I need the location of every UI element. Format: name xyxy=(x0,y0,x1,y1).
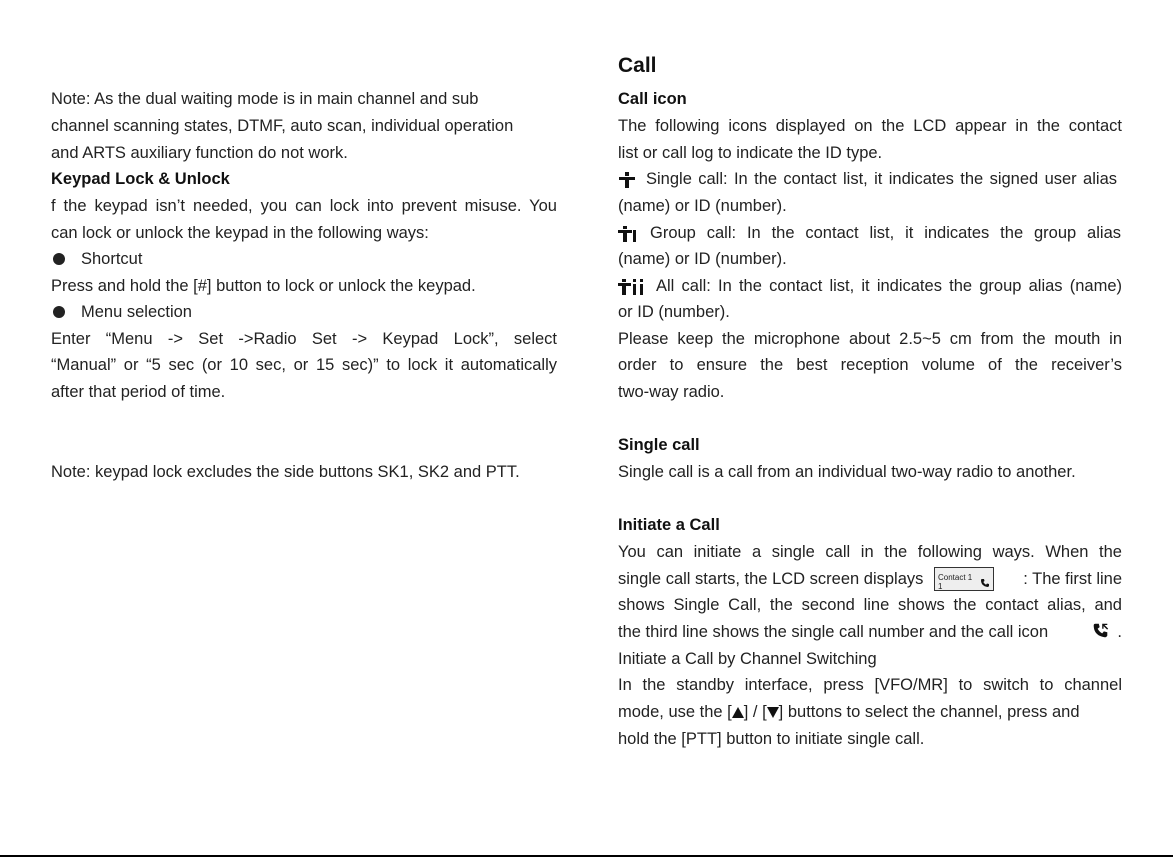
call-icon-intro-line: The following icons displayed on the LCD appear in the contact xyxy=(618,117,1122,135)
mic-text-line: Please keep the microphone about 2.5~5 cm from the mouth in xyxy=(618,330,1122,348)
keypad-note: Note: keypad lock excludes the side buttons SK1, SK2 and PTT. xyxy=(51,463,520,481)
menu-text-line: after that period of time. xyxy=(51,383,226,401)
down-arrow-icon xyxy=(767,707,779,718)
keypad-intro-line: can lock or unlock the keypad in the following ways: xyxy=(51,224,429,242)
keypad-lock-heading: Keypad Lock & Unlock xyxy=(51,170,230,188)
bullet-icon xyxy=(53,253,65,265)
single-call-heading: Single call xyxy=(618,436,700,454)
shortcut-text: Press and hold the [#] button to lock or unlock the keypad. xyxy=(51,277,476,295)
initiate-text-part: single call starts, the LCD screen displays Contact 1 1 xyxy=(618,566,998,593)
switch-text-line: hold the [PTT] button to initiate single call. xyxy=(618,730,925,748)
single-call-icon-row xyxy=(618,166,1122,193)
switch-text-line: In the standby interface, press [VFO/MR] to switch to channel xyxy=(618,676,1122,694)
call-icon-heading: Call icon xyxy=(618,90,687,108)
mic-text-line: order to ensure the best reception volume of the receiver’s xyxy=(618,356,1122,374)
menu-text-line: “Manual” or “5 sec (or 10 sec, or 15 sec)” to lock it automatically xyxy=(51,356,557,374)
single-user-icon xyxy=(618,172,636,188)
bullet-icon xyxy=(53,306,65,318)
initiate-text-line: the third line shows the single call number and the call icon . xyxy=(618,623,1122,641)
group-call-icon-row xyxy=(618,220,1122,247)
note-line: and ARTS auxiliary function do not work. xyxy=(51,144,348,162)
up-arrow-icon xyxy=(732,707,744,718)
single-icon-text: Single call: In the contact list, it indicates the signed user alias xyxy=(646,170,1117,188)
all-call-icon-row xyxy=(618,273,1122,300)
shortcut-item xyxy=(51,246,557,273)
all-call-icon xyxy=(618,279,646,295)
note-line: channel scanning states, DTMF, auto scan, individual operation xyxy=(51,117,514,135)
shortcut-label: Shortcut xyxy=(81,250,143,268)
call-icon-intro-line: list or call log to indicate the ID type. xyxy=(618,144,883,162)
initiate-text-line: single call starts, the LCD screen displays Contact 1 1 : The first line xyxy=(618,566,1122,593)
all-icon-text: All call: In the contact list, it indicates the group alias (name) xyxy=(656,277,1122,295)
mic-text-line: two-way radio. xyxy=(618,383,725,401)
single-icon-text-cont: (name) or ID (number). xyxy=(618,197,787,215)
single-call-text: Single call is a call from an individual two-way radio to another. xyxy=(618,463,1076,481)
page-bottom-rule xyxy=(0,855,1173,857)
page-title: Call xyxy=(618,54,657,77)
note-line: Note: As the dual waiting mode is in main channel and sub xyxy=(51,90,479,108)
phone-icon xyxy=(980,578,990,588)
group-icon-text-cont: (name) or ID (number). xyxy=(618,250,787,268)
lcd-display-image: Contact 1 1 xyxy=(934,567,994,591)
menu-selection-item xyxy=(51,299,557,326)
initiate-text-line: shows Single Call, the second line shows the contact alias, and xyxy=(618,596,1122,614)
all-icon-text-cont: or ID (number). xyxy=(618,303,730,321)
phone-call-icon xyxy=(1092,622,1109,639)
initiate-text-line: You can initiate a single call in the following ways. When the xyxy=(618,543,1122,561)
menu-text-line: Enter “Menu -> Set ->Radio Set -> Keypad Lock”, select xyxy=(51,330,557,348)
group-icon-text: Group call: In the contact list, it indicates the group alias xyxy=(650,224,1121,242)
keypad-intro-line: f the keypad isn’t needed, you can lock into prevent misuse. You xyxy=(51,197,557,215)
switch-text-line: mode, use the [ ] / [ ] buttons to select the channel, press and xyxy=(618,703,1080,721)
group-icon xyxy=(618,226,638,242)
menu-selection-label: Menu selection xyxy=(81,303,192,321)
channel-switching-heading: Initiate a Call by Channel Switching xyxy=(618,650,877,668)
initiate-call-heading: Initiate a Call xyxy=(618,516,720,534)
